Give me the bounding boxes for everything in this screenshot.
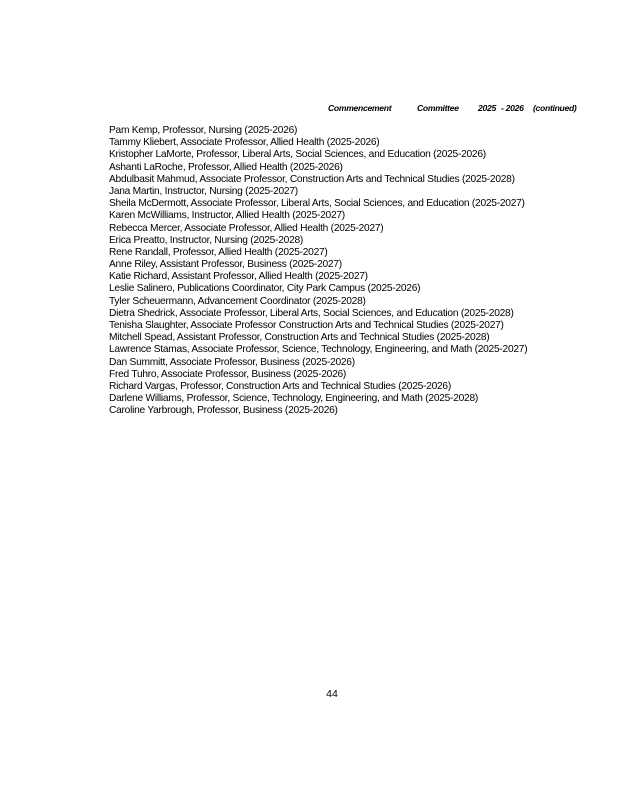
list-item: Caroline Yarbrough, Professor, Business (2025-2026)	[109, 405, 338, 417]
list-item: Pam Kemp, Professor, Nursing (2025-2026)	[109, 125, 298, 136]
list-item: Jana Martin, Instructor, Nursing (2025-2027)	[109, 185, 298, 197]
list-item: Kristopher LaMorte, Professor, Liberal Arts, Social Sciences, and Education (2025-2026)	[109, 149, 486, 161]
header-continued-note: (continued)	[533, 103, 577, 113]
list-item: Tyler Scheuermann, Advancement Coordinator (2025-2028)	[109, 295, 366, 307]
list-item: Tammy Kliebert, Associate Professor, Allied Health (2025-2026)	[109, 137, 380, 149]
list-item: Mitchell Spead, Assistant Professor, Construction Arts and Technical Studies (2025-2028)	[109, 332, 490, 344]
list-item: Darlene Williams, Professor, Science, Technology, Engineering, and Math (2025-2028)	[109, 393, 479, 405]
list-item: Ashanti LaRoche, Professor, Allied Health (2025-2026)	[109, 161, 343, 173]
page-number: 44	[326, 688, 338, 700]
list-item: Tenisha Slaughter, Associate Professor Construction Arts and Technical Studies (2025-2027)	[109, 320, 504, 331]
list-item: Rebecca Mercer, Associate Professor, Allied Health (2025-2027)	[109, 222, 384, 234]
list-item: Dietra Shedrick, Associate Professor, Liberal Arts, Social Sciences, and Education (2025-2028)	[109, 307, 514, 319]
list-item: Richard Vargas, Professor, Construction Arts and Technical Studies (2025-2026)	[109, 380, 451, 392]
list-item: Karen McWilliams, Instructor, Allied Health (2025-2027)	[109, 210, 345, 222]
list-item: Abdulbasit Mahmud, Associate Professor, Construction Arts and Technical Studies (2025-2028)	[109, 173, 515, 185]
list-item: Sheila McDermott, Associate Professor, Liberal Arts, Social Sciences, and Education (2025-2027)	[109, 198, 525, 210]
header-section-title: Commencement	[328, 103, 392, 113]
header-committee-word: Committee	[417, 103, 459, 113]
list-item: Erica Preatto, Instructor, Nursing (2025-2028)	[109, 234, 304, 246]
list-item: Katie Richard, Assistant Professor, Allied Health (2025-2027)	[109, 271, 368, 283]
header-end-year: - 2026	[501, 103, 524, 113]
list-item: Fred Tuhro, Associate Professor, Business (2025-2026)	[109, 368, 347, 380]
committee-member-list	[109, 125, 589, 418]
header-start-year: 2025	[478, 103, 496, 113]
list-item: Anne Riley, Assistant Professor, Business (2025-2027)	[109, 259, 342, 271]
list-item: Rene Randall, Professor, Allied Health (2025-2027)	[109, 246, 328, 258]
list-item: Lawrence Stamas, Associate Professor, Science, Technology, Engineering, and Math (2025-2027)	[109, 344, 528, 356]
list-item: Leslie Salinero, Publications Coordinator, City Park Campus (2025-2026)	[109, 283, 421, 295]
list-item: Dan Summitt, Associate Professor, Business (2025-2026)	[109, 356, 355, 368]
running-header	[328, 103, 577, 115]
